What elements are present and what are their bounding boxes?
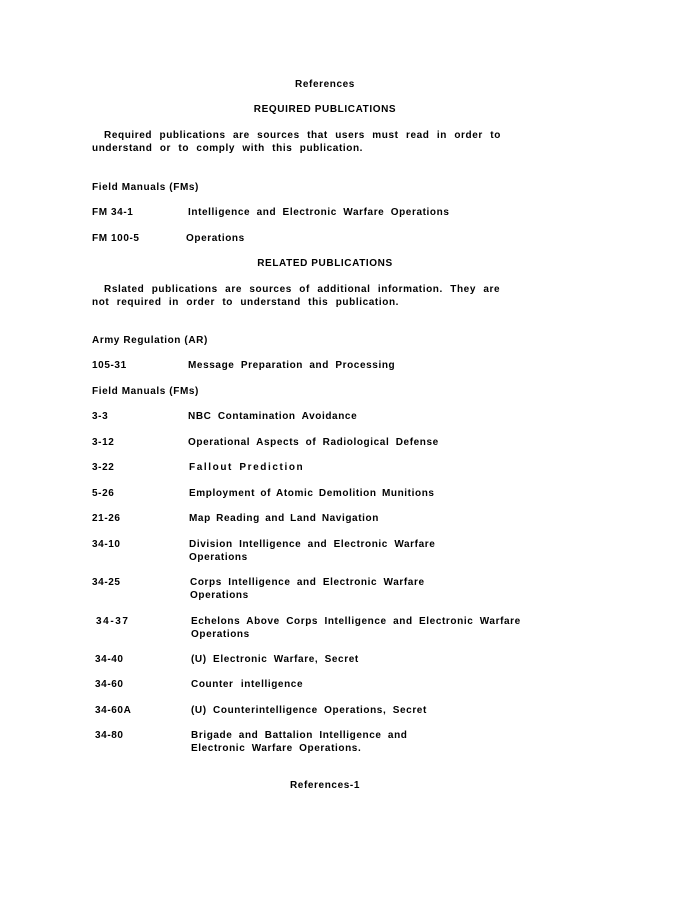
related-ar-item-title: Message Preparation and Processing [188, 360, 396, 371]
required-item-title: Operations [186, 233, 245, 244]
related-fm-item-code: 5-26 [92, 488, 115, 499]
related-fm-item-title: Counter intelligence [191, 679, 304, 690]
related-fm-item-title-continued: Electronic Warfare Operations. [191, 743, 362, 754]
related-fm-item-title: Brigade and Battalion Intelligence and [191, 730, 408, 741]
related-ar-group-label: Army Regulation (AR) [92, 335, 208, 346]
related-fm-item-title-continued: Operations [189, 552, 248, 563]
related-fm-item-title: Echelons Above Corps Intelligence and Electronic Warfare [191, 616, 521, 627]
page-heading: References [295, 79, 355, 90]
related-fm-item-code: 21-26 [92, 513, 121, 524]
required-fm-group-label: Field Manuals (FMs) [92, 182, 199, 193]
required-intro-line-1: Required publications are sources that users must read in order to [104, 130, 501, 141]
related-fm-item-title: Division Intelligence and Electronic Warfare [189, 539, 436, 550]
related-ar-item-code: 105-31 [92, 360, 127, 371]
related-fm-item-title-continued: Operations [190, 590, 249, 601]
related-fm-item-code: 34-60 [95, 679, 124, 690]
related-fm-item-title: (U) Counterintelligence Operations, Secret [191, 705, 427, 716]
related-publications-heading: RELATED PUBLICATIONS [257, 258, 393, 269]
related-fm-item-code: 34-80 [95, 730, 124, 741]
required-item-title: Intelligence and Electronic Warfare Operations [188, 207, 450, 218]
related-fm-item-code: 34-25 [92, 577, 121, 588]
related-fm-item-code: 34-60A [95, 705, 132, 716]
related-fm-item-title-continued: Operations [191, 629, 250, 640]
related-fm-item-title: NBC Contamination Avoidance [188, 411, 358, 422]
related-fm-item-title: Map Reading and Land Navigation [189, 513, 379, 524]
related-intro-line-2: not required in order to understand this publication. [92, 297, 400, 308]
related-fm-item-code: 34-37 [96, 616, 130, 627]
required-intro-line-2: understand or to comply with this publication. [92, 143, 364, 154]
required-item-code: FM 34-1 [92, 207, 134, 218]
required-publications-heading: REQUIRED PUBLICATIONS [253, 104, 397, 115]
related-fm-item-title: (U) Electronic Warfare, Secret [191, 654, 359, 665]
related-fm-item-code: 34-10 [92, 539, 121, 550]
related-fm-item-title: Employment of Atomic Demolition Munitions [189, 488, 435, 499]
related-fm-item-code: 3-12 [92, 437, 115, 448]
related-fm-item-title: Operational Aspects of Radiological Defense [188, 437, 439, 448]
page-footer: References-1 [289, 780, 360, 791]
related-fm-item-code: 3-3 [92, 411, 109, 422]
related-fm-item-code: 3-22 [92, 462, 115, 473]
related-fm-item-title: Fallout Prediction [189, 462, 305, 473]
related-intro-line-1: Rslated publications are sources of additional information. They are [104, 284, 501, 295]
related-fm-item-code: 34-40 [95, 654, 124, 665]
related-fm-group-label: Field Manuals (FMs) [92, 386, 199, 397]
related-fm-item-title: Corps Intelligence and Electronic Warfare [190, 577, 425, 588]
required-item-code: FM 100-5 [92, 233, 140, 244]
